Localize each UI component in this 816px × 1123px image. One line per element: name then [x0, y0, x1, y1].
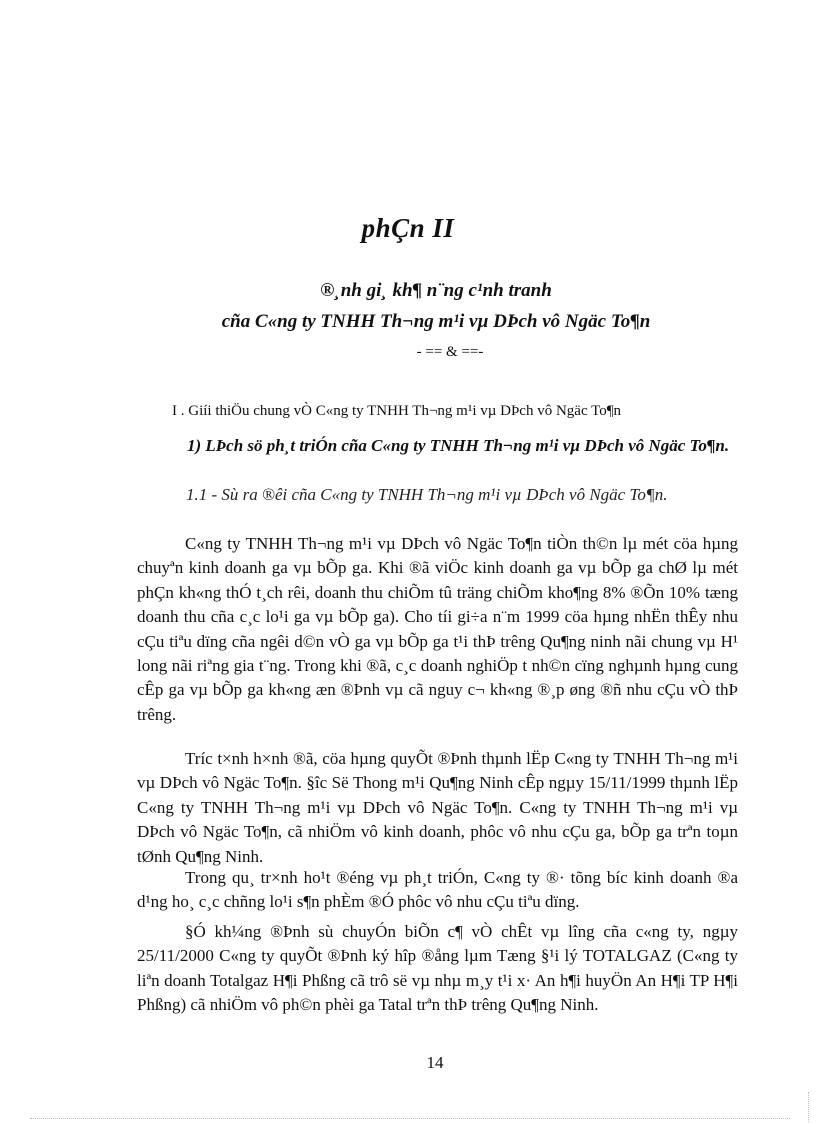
page-bottom-divider	[30, 1118, 790, 1119]
subsubsection-title: 1.1 - Sù ra ®êi cña C«ng ty TNHH Th¬ng m¹i vµ DÞch vô Ngäc To¶n.	[186, 485, 668, 504]
part-title: phÇn II	[361, 213, 455, 243]
body-paragraph: §Ó kh¼ng ®Þnh sù chuyÓn biÕn c¶ vÒ chÊt vµ lîng cña c«ng ty, ngµy 25/11/2000 C«ng ty quyÕt ®Þnh ký hîp ®ång lµm Tæng §¹i lý TOTALGAZ (C«ng ty liªn doanh Totalgaz H¶i Phßng cã trô së vµ nhµ m¸y t¹i x· An h¶i huyÖn An H¶i TP H¶i Phßng) cã nhiÖm vô ph©n phèi ga Tatal trªn thÞ trêng Qu¶ng Ninh.	[137, 922, 738, 1015]
page-side-divider	[808, 1092, 809, 1122]
body-paragraph: Trong qu¸ tr×nh ho¹t ®éng vµ ph¸t triÓn, C«ng ty ®· tõng bíc kinh doanh ®a d¹ng ho¸ c¸c chñng lo¹i s¶n phÈm ®Ó phôc vô nhu cÇu tiªu dïng.	[137, 868, 738, 912]
subsection-title: 1) LÞch sö ph¸t triÓn cña C«ng ty TNHH Th¬ng m¹i vµ DÞch vô Ngäc To¶n.	[187, 436, 730, 455]
heading-divider: - == & ==-	[416, 344, 484, 360]
page-number: 14	[426, 1053, 444, 1072]
section-title: I . Giíi thiÖu chung vÒ C«ng ty TNHH Th¬ng m¹i vµ DÞch vô Ngäc To¶n	[172, 403, 621, 419]
chapter-heading-line-2: cña C«ng ty TNHH Th¬ng m¹i vµ DÞch vô Ngäc To¶n	[221, 311, 651, 332]
body-paragraph: Tríc t×nh h×nh ®ã, cöa hµng quyÕt ®Þnh thµnh lËp C«ng ty TNHH Th¬ng m¹i vµ DÞch vô Ngäc To¶n. §îc Së Thong m¹i Qu¶ng Ninh cÊp ngµy 15/11/1999 thµnh lËp C«ng ty TNHH Th¬ng m¹i vµ DÞch vô Ngäc To¶n. C«ng ty TNHH Th¬ng m¹i vµ DÞch vô Ngäc To¶n, cã nhiÖm vô kinh doanh, phôc vô nhu cÇu ga, bÕp ga trªn toµn tØnh Qu¶ng Ninh.	[137, 749, 738, 866]
body-paragraph: C«ng ty TNHH Th¬ng m¹i vµ DÞch vô Ngäc To¶n tiÒn th©n lµ mét cöa hµng chuyªn kinh doanh ga vµ bÕp ga. Khi ®ã viÖc kinh doanh ga vµ bÕp ga chØ lµ mét phÇn kh«ng thÓ t¸ch rêi, doanh thu chiÕm tû träng chiÕm kho¶ng 8% ®Õn 10% tæng doanh thu cña c¸c lo¹i ga vµ bÕp ga). Cho tíi gi÷a n¨m 1999 cöa hµng nhËn thÊy nhu cÇu tiªu dïng cña ngêi d©n vÒ ga vµ bÕp ga t¹i thÞ trêng Qu¶ng ninh nãi chung vµ H¹ long nãi riªng gia t¨ng. Trong khi ®ã, c¸c doanh nghiÖp t nh©n cïng nghµnh hµng cung cÊp ga vµ bÕp ga kh«ng æn ®Þnh vµ cã nguy c¬ kh«ng ®¸p øng ®ñ nhu cÇu vÒ thÞ trêng.	[137, 534, 738, 724]
chapter-heading-line-1: ®¸nh gi¸ kh¶ n¨ng c¹nh tranh	[320, 280, 552, 301]
